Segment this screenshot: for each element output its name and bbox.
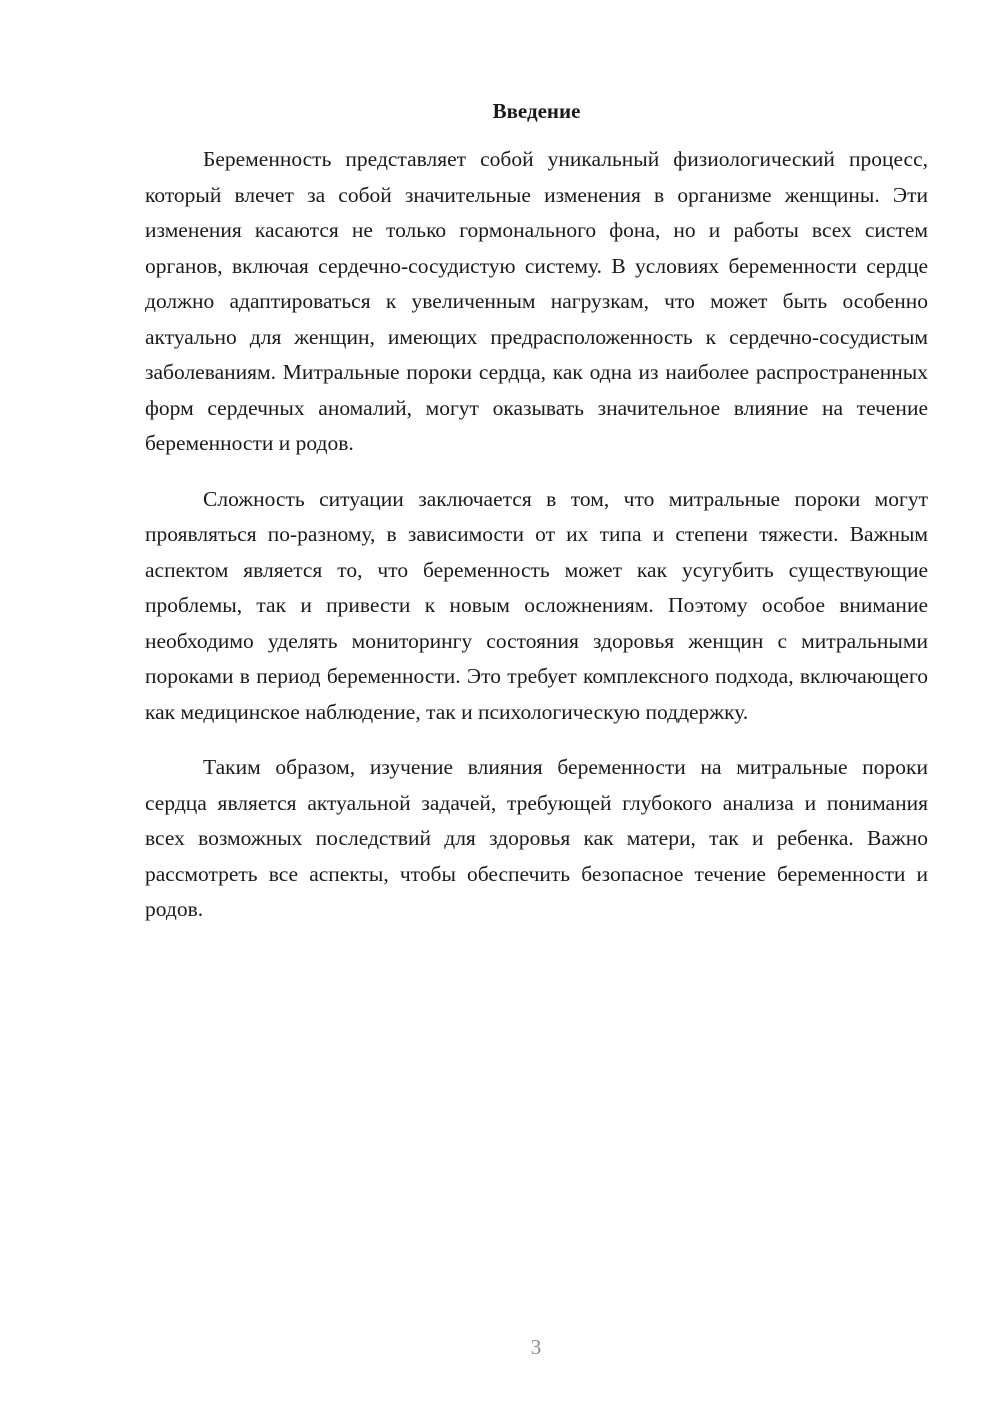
page-number: 3 (530, 1335, 542, 1359)
paragraph-1: Беременность представляет собой уникальный физиологический процесс, который влечет за собой значительные изменения в организме женщины. Эти изменения касаются не только гормонального фона, но и работы всех систем органов, включая сердечно-сосудистую систему. В условиях беременности сердце должно адаптироваться к увеличенным нагрузкам, что может быть особенно актуально для женщин, имеющих предрасположенность к сердечно-сосудистым заболеваниям. Митральные пороки сердца, как одна из наиболее распространенных форм сердечных аномалий, могут оказывать значительное влияние на течение беременности и родов. (145, 147, 928, 455)
paragraph-3: Таким образом, изучение влияния беременности на митральные пороки сердца является актуальной задачей, требующей глубокого анализа и понимания всех возможных последствий для здоровья как матери, так и ребенка. Важно рассмотреть все аспекты, чтобы обеспечить безопасное течение беременности и родов. (145, 755, 928, 921)
section-title (145, 97, 928, 125)
paragraph-2: Сложность ситуации заключается в том, что митральные пороки могут проявляться по-разному, в зависимости от их типа и степени тяжести. Важным аспектом является то, что беременность может как усугубить существующие проблемы, так и привести к новым осложнениям. Поэтому особое внимание необходимо уделять мониторингу состояния здоровья женщин с митральными пороками в период беременности. Это требует комплексного подхода, включающего как медицинское наблюдение, так и психологическую поддержку. (145, 486, 928, 724)
body-text (145, 142, 928, 928)
section-title-text: Введение (492, 99, 581, 123)
